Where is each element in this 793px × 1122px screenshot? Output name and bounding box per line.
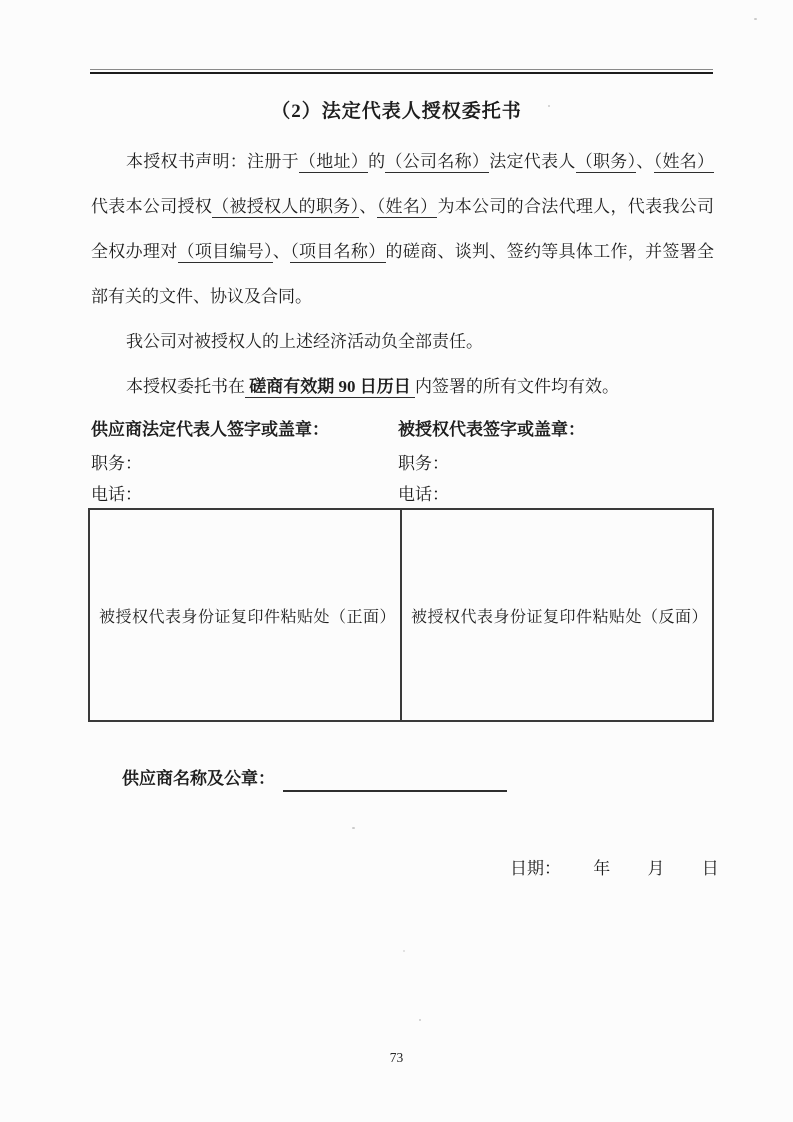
- id-front-cell: 被授权代表身份证复印件粘贴处（正面）: [90, 510, 402, 720]
- text-run: 、: [359, 197, 377, 216]
- text-run: 代表本公司授权: [91, 197, 213, 216]
- fill-in-blank: （职务）: [575, 152, 637, 171]
- fill-in-blank: （项目编号）: [177, 242, 273, 261]
- fill-in-blank: （地址）: [298, 152, 369, 171]
- text-run: 本授权委托书在: [126, 377, 245, 396]
- validity-paragraph: [91, 364, 714, 409]
- authorized-rep-phone-label: 电话：: [398, 485, 449, 504]
- document-title: （2）法定代表人授权委托书: [271, 101, 522, 122]
- day-label: 日: [701, 859, 719, 878]
- fill-in-blank: （姓名）: [376, 197, 438, 216]
- fill-in-blank: （项目名称）: [290, 242, 386, 261]
- text-run: 的磋商、谈判、签约等具体工作，并签署全部有关的文件、协议及合同。: [91, 242, 715, 306]
- fill-in-blank: （被授权人的职务）: [212, 197, 360, 216]
- scan-speck: [352, 827, 355, 829]
- company-seal-blank-line: [283, 772, 507, 792]
- text-run: 、: [272, 242, 291, 261]
- text-run: 法定代表人: [489, 152, 576, 171]
- month-label: 月: [647, 859, 665, 878]
- fill-in-blank: 磋商有效期 90 日历日: [245, 377, 415, 396]
- authorized-rep-signature-label: 被授权代表签字或盖章：: [398, 420, 585, 439]
- id-copy-paste-table: [88, 508, 714, 722]
- scan-speck: [754, 18, 757, 20]
- text-run: 内签署的所有文件均有效。: [415, 377, 619, 396]
- year-label: 年: [593, 859, 611, 878]
- page-number: 73: [389, 1050, 404, 1065]
- header-double-rule: [90, 69, 713, 74]
- fill-in-blank: （姓名）: [653, 152, 715, 171]
- text-run: 的: [368, 152, 386, 171]
- liability-paragraph: [91, 319, 714, 364]
- scan-speck: [548, 105, 550, 107]
- document-body: [91, 139, 714, 409]
- id-back-cell: 被授权代表身份证复印件粘贴处（反面）: [411, 608, 709, 626]
- date-label: 日期：: [510, 859, 561, 878]
- fill-in-blank: （公司名称）: [385, 152, 490, 171]
- text-run: 我公司对被授权人的上述经济活动负全部责任。: [126, 332, 483, 351]
- declaration-paragraph: [91, 139, 714, 319]
- supplier-phone-label: 电话：: [91, 485, 142, 504]
- text-run: 本授权书声明：注册于: [126, 152, 299, 171]
- company-seal-row: [122, 766, 507, 792]
- text-run: 、: [636, 152, 654, 171]
- company-seal-label: 供应商名称及公章：: [122, 769, 275, 788]
- text-run: 为本公司的合法代理人，代表我公司全权办理对: [91, 197, 715, 261]
- scan-speck: [403, 950, 405, 952]
- authorized-rep-position-label: 职务：: [398, 454, 449, 473]
- scan-speck: [419, 1019, 421, 1021]
- supplier-position-label: 职务：: [91, 454, 142, 473]
- date-row: [510, 857, 719, 881]
- supplier-signature-label: 供应商法定代表人签字或盖章：: [91, 420, 329, 439]
